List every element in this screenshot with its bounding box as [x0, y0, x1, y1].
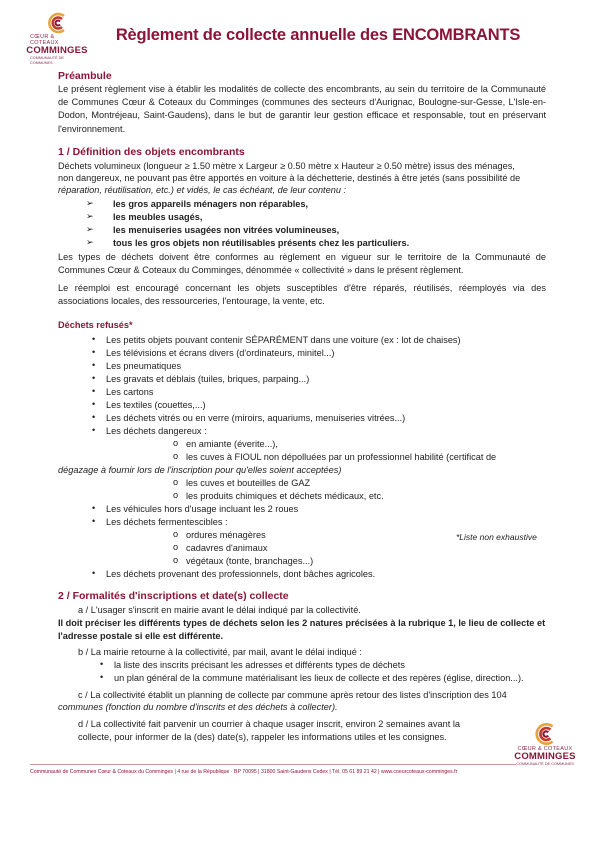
circle-bullet-icon: o: [173, 529, 179, 539]
step-a-bold-line1: Il doit préciser les différents types de déchets selon les 2 natures précisées à la rubrique 1, le lieu de collecte et: [58, 618, 546, 628]
dangereux-item: en amiante (éverite...),: [186, 439, 278, 449]
step-b: b / La mairie retourne à la collectivité, par mail, avant le délai indiqué :: [78, 647, 362, 657]
refuse-item: Les déchets dangereux :: [106, 426, 207, 436]
definition-line2: non dangereux, ne pouvant pas être apportés en voiture à la déchetterie, destinés à être jetés (sans possibilité de: [58, 173, 521, 183]
step-d-line2: collecte, pour informer de la (des) date(s), rappeler les informations utiles et les consignes.: [78, 732, 447, 742]
step-b-item: un plan général de la commune matérialisant les lieux de collecte et des repères (église, direction...).: [114, 673, 524, 683]
refuse-item: Les cartons: [106, 387, 154, 397]
refuse-item: Les petits objets pouvant contenir SÉPARÉMENT dans une voiture (ex : lot de chaises): [106, 335, 461, 345]
dot-bullet-icon: •: [92, 516, 96, 526]
encombrant-item: les gros appareils ménagers non réparables,: [113, 199, 309, 209]
logo-line1: CŒUR & COTEAUX: [30, 34, 59, 46]
exhaustive-note: *Liste non exhaustive: [456, 532, 537, 542]
refuse-item: Les déchets provenant des professionnels, dont bâches agricoles.: [106, 569, 376, 579]
section1-heading: 1 / Définition des objets encombrants: [58, 146, 245, 158]
dot-bullet-icon: •: [92, 568, 96, 578]
logo-name: COMMINGES: [26, 45, 88, 56]
definition-line1: Déchets volumineux (longueur ≥ 1.50 mètre x Largeur ≥ 0.50 mètre x Hauteur ≥ 0.50 mètre) issus des ménages,: [58, 161, 515, 171]
step-c-line1: c / La collectivité établit un planning de collecte par commune après retour des listes d'inscription des 104: [78, 690, 507, 700]
ferment-item: végétaux (tonte, branchages...): [186, 556, 314, 566]
dot-bullet-icon: •: [100, 659, 104, 669]
preambule-text: Le présent règlement vise à établir les modalités de collecte des encombrants, au sein du territoire de la Communauté de Communes Cœur & Coteaux du Comminges (communes des secteurs d'Aurignac, Boulogne-sur-Gesse, L'Isle-en-Dodon, Montréjeau, Saint-Gaudens), dans le but de garantir leur gestion efficace et responsable, tout en préservant l'environnement.: [58, 84, 546, 134]
dangereux-item: les cuves et bouteilles de GAZ: [186, 478, 311, 488]
logo-emblem-icon: [531, 722, 559, 746]
circle-bullet-icon: o: [173, 477, 179, 487]
step-a-bold-line2: l'adresse postale si elle est différente.: [58, 631, 224, 641]
circle-bullet-icon: o: [173, 438, 179, 448]
definition-line3: réparation, réutilisation, etc.) et vidés, le cas échéant, de leur contenu :: [58, 185, 347, 195]
step-a: a / L'usager s'inscrit en mairie avant le délai indiqué par la collectivité.: [78, 605, 361, 615]
circle-bullet-icon: o: [173, 555, 179, 565]
arrow-bullet-icon: ➢: [86, 198, 94, 208]
encombrant-item: les menuiseries usagées non vitrées volumineuses,: [113, 225, 340, 235]
circle-bullet-icon: o: [173, 451, 179, 461]
dot-bullet-icon: •: [92, 360, 96, 370]
ferment-item: ordures ménagères: [186, 530, 266, 540]
circle-bullet-icon: o: [173, 542, 179, 552]
refuse-item: Les déchets fermentescibles :: [106, 517, 228, 527]
encombrant-item: tous les gros objets non réutilisables présents chez les particuliers.: [113, 238, 410, 248]
logo-line1: CŒUR & COTEAUX: [517, 746, 573, 752]
refuse-item: Les télévisions et écrans divers (d'ordinateurs, minitel...): [106, 348, 335, 358]
ferment-item: cadavres d'animaux: [186, 543, 268, 553]
step-c-line2: communes (fonction du nombre d'inscrits et des déchets à collecter).: [58, 702, 338, 712]
dot-bullet-icon: •: [92, 503, 96, 513]
refuses-heading: Déchets refusés*: [58, 320, 133, 330]
encombrant-item: les meubles usagés,: [113, 212, 203, 222]
refuse-item: Les déchets vitrés ou en verre (miroirs, aquariums, menuiseries vitrées...): [106, 413, 406, 423]
dot-bullet-icon: •: [92, 412, 96, 422]
dot-bullet-icon: •: [100, 672, 104, 682]
circle-bullet-icon: o: [173, 490, 179, 500]
logo-top: [26, 12, 88, 66]
section2-heading: 2 / Formalités d'inscriptions et date(s) collecte: [58, 590, 289, 602]
step-b-item: la liste des inscrits précisant les adresses et différents types de déchets: [114, 660, 405, 670]
step-d-line1: d / La collectivité fait parvenir un courrier à chaque usager inscrit, environ 2 semaines avant la: [78, 719, 460, 729]
types-paragraph: Les types de déchets doivent être conformes au règlement en vigueur sur le territoire de la Communauté de Communes Cœur & Coteaux du Comminges, dénommée « collectivité » dans le présent règlement.: [58, 252, 546, 276]
refuse-item: Les véhicules hors d'usage incluant les 2 roues: [106, 504, 299, 514]
logo-line3: COMMUNAUTÉ DE COMMUNES: [516, 762, 574, 766]
dot-bullet-icon: •: [92, 386, 96, 396]
refuse-item: Les gravats et déblais (tuiles, briques, parpaing...): [106, 374, 310, 384]
logo-name: COMMINGES: [514, 751, 576, 762]
arrow-bullet-icon: ➢: [86, 237, 94, 247]
dot-bullet-icon: •: [92, 373, 96, 383]
preambule-heading: Préambule: [58, 70, 112, 82]
footer-text: Communauté de Communes Cœur & Coteaux du Comminges | 4 rue de la République · BP 70095 | 31800 Saint-Gaudens Cedex | Tél. 05 61 89 21 42 | www.coeurcoteaux-comminges.fr: [30, 769, 458, 775]
dot-bullet-icon: •: [92, 425, 96, 435]
dot-bullet-icon: •: [92, 334, 96, 344]
degazage-line: dégazage à fournir lors de l'inscription pour qu'elles soient acceptées): [58, 465, 342, 475]
logo-emblem-icon: [44, 12, 70, 34]
dangereux-item: les produits chimiques et déchets médicaux, etc.: [186, 491, 384, 501]
dangereux-item: les cuves à FIOUL non dépolluées par un professionnel habilité (certificat de: [186, 452, 497, 462]
reemploi-paragraph: Le réemploi est encouragé concernant les objets susceptibles d'être réparés, réutilisés, réemployés via des associations locales, des ressourceries, l'entourage, la vente, etc.: [58, 283, 546, 307]
logo-line3: COMMUNAUTÉ DE COMMUNES: [30, 56, 64, 65]
dot-bullet-icon: •: [92, 347, 96, 357]
dot-bullet-icon: •: [92, 399, 96, 409]
page-title: Règlement de collecte annuelle des ENCOMBRANTS: [115, 26, 521, 44]
logo-bottom: [516, 722, 574, 767]
arrow-bullet-icon: ➢: [86, 224, 94, 234]
footer-divider: [30, 764, 516, 765]
refuse-item: Les pneumatiques: [106, 361, 182, 371]
arrow-bullet-icon: ➢: [86, 211, 94, 221]
refuse-item: Les textiles (couettes,...): [106, 400, 206, 410]
